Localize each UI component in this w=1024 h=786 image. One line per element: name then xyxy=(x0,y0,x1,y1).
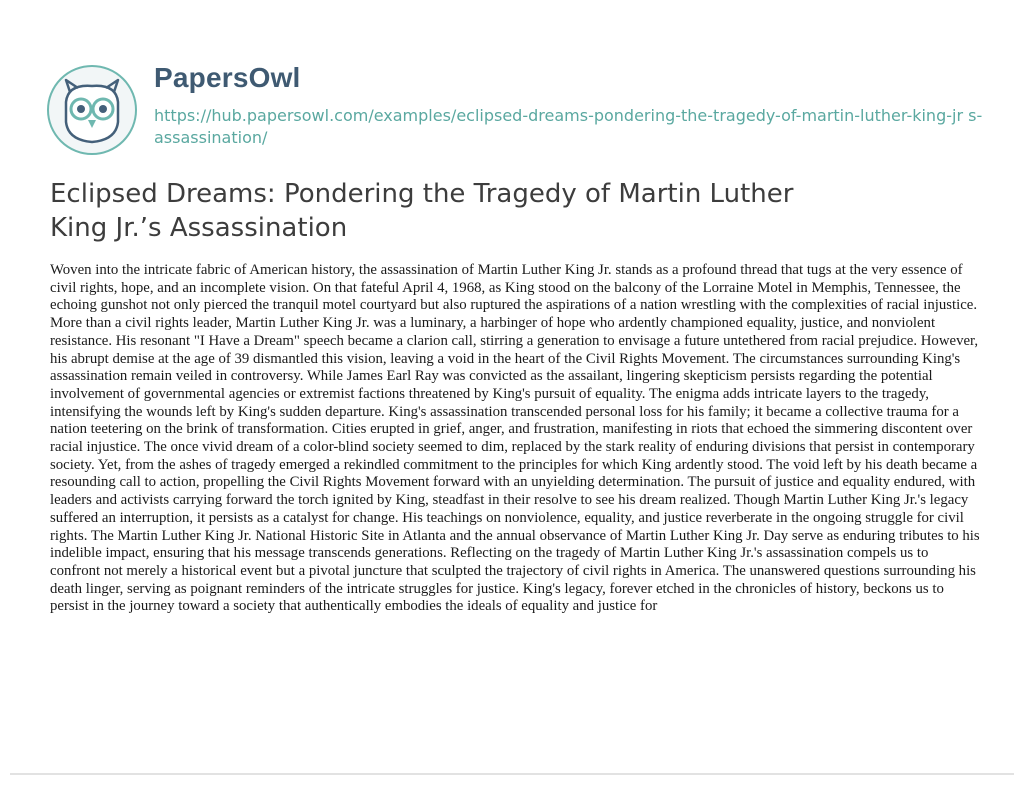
bottom-divider xyxy=(10,773,1014,775)
source-url-link[interactable]: https://hub.papersowl.com/examples/eclipsed-dreams-pondering-the-tragedy-of-martin-luther-king-jr s-assassination/ xyxy=(154,106,983,147)
page-title: Eclipsed Dreams: Pondering the Tragedy of Martin Luther King Jr.’s Assassination xyxy=(50,179,794,243)
brand-name: PapersOwl xyxy=(154,62,301,93)
owl-logo-icon xyxy=(44,62,140,158)
essay-body: Woven into the intricate fabric of American history, the assassination of Martin Luther King Jr. stands as a profound thread that tugs at the very essence of civil rights, hope, and an incomplete vision. On that fateful April 4, 1968, as King stood on the balcony of the Lorraine Motel in Memphis, Tennessee, the echoing gunshot not only pierced the tranquil motel courtyard but also ruptured the aspirations of a nation wrestling with the complexities of racial injustice. More than a civil rights leader, Martin Luther King Jr. was a luminary, a harbinger of hope who ardently championed equality, justice, and nonviolent resistance. His resonant "I Have a Dream" speech became a clarion call, stirring a generation to envisage a future untethered from racial prejudice. However, his abrupt demise at the age of 39 dismantled this vision, leaving a void in the heart of the Civil Rights Movement. The circumstances surrounding King's assassination remain veiled in controversy. While James Earl Ray was convicted as the assailant, lingering skepticism persists regarding the potential involvement of governmental agencies or extremist factions threatened by King's pursuit of equality. The enigma adds intricate layers to the tragedy, intensifying the wounds left by King's sudden departure. King's assassination transcended personal loss for his family; it became a collective trauma for a nation teetering on the brink of transformation. Cities erupted in grief, anger, and frustration, manifesting in riots that echoed the simmering discontent over racial injustice. The once vivid dream of a color-blind society seemed to dim, replaced by the stark reality of enduring divisions that persist in contemporary society. Yet, from the ashes of tragedy emerged a rekindled commitment to the principles for which King ardently stood. The void left by his death became a resounding call to action, propelling the Civil Rights Movement forward with an unyielding determination. The pursuit of justice and equality endured, with leaders and activists carrying forward the torch ignited by King, steadfast in their resolve to see his dream realized. Though Martin Luther King Jr.'s legacy suffered an interruption, it persists as a catalyst for change. His teachings on nonviolence, equality, and justice reverberate in the ongoing struggle for civil rights. The Martin Luther King Jr. National Historic Site in Atlanta and the annual observance of Martin Luther King Jr. Day serve as enduring tributes to his indelible impact, ensuring that his message transcends generations. Reflecting on the tragedy of Martin Luther King Jr.'s assassination compels us to confront not merely a historical event but a pivotal juncture that sculpted the trajectory of civil rights in America. The unanswered questions surrounding his death linger, serving as poignant reminders of the intricate struggles for justice. King's legacy, forever etched in the chronicles of history, beckons us to persist in the journey toward a society that authentically embodies the ideals of equality and justice for xyxy=(50,262,980,615)
page-header xyxy=(44,62,1004,162)
